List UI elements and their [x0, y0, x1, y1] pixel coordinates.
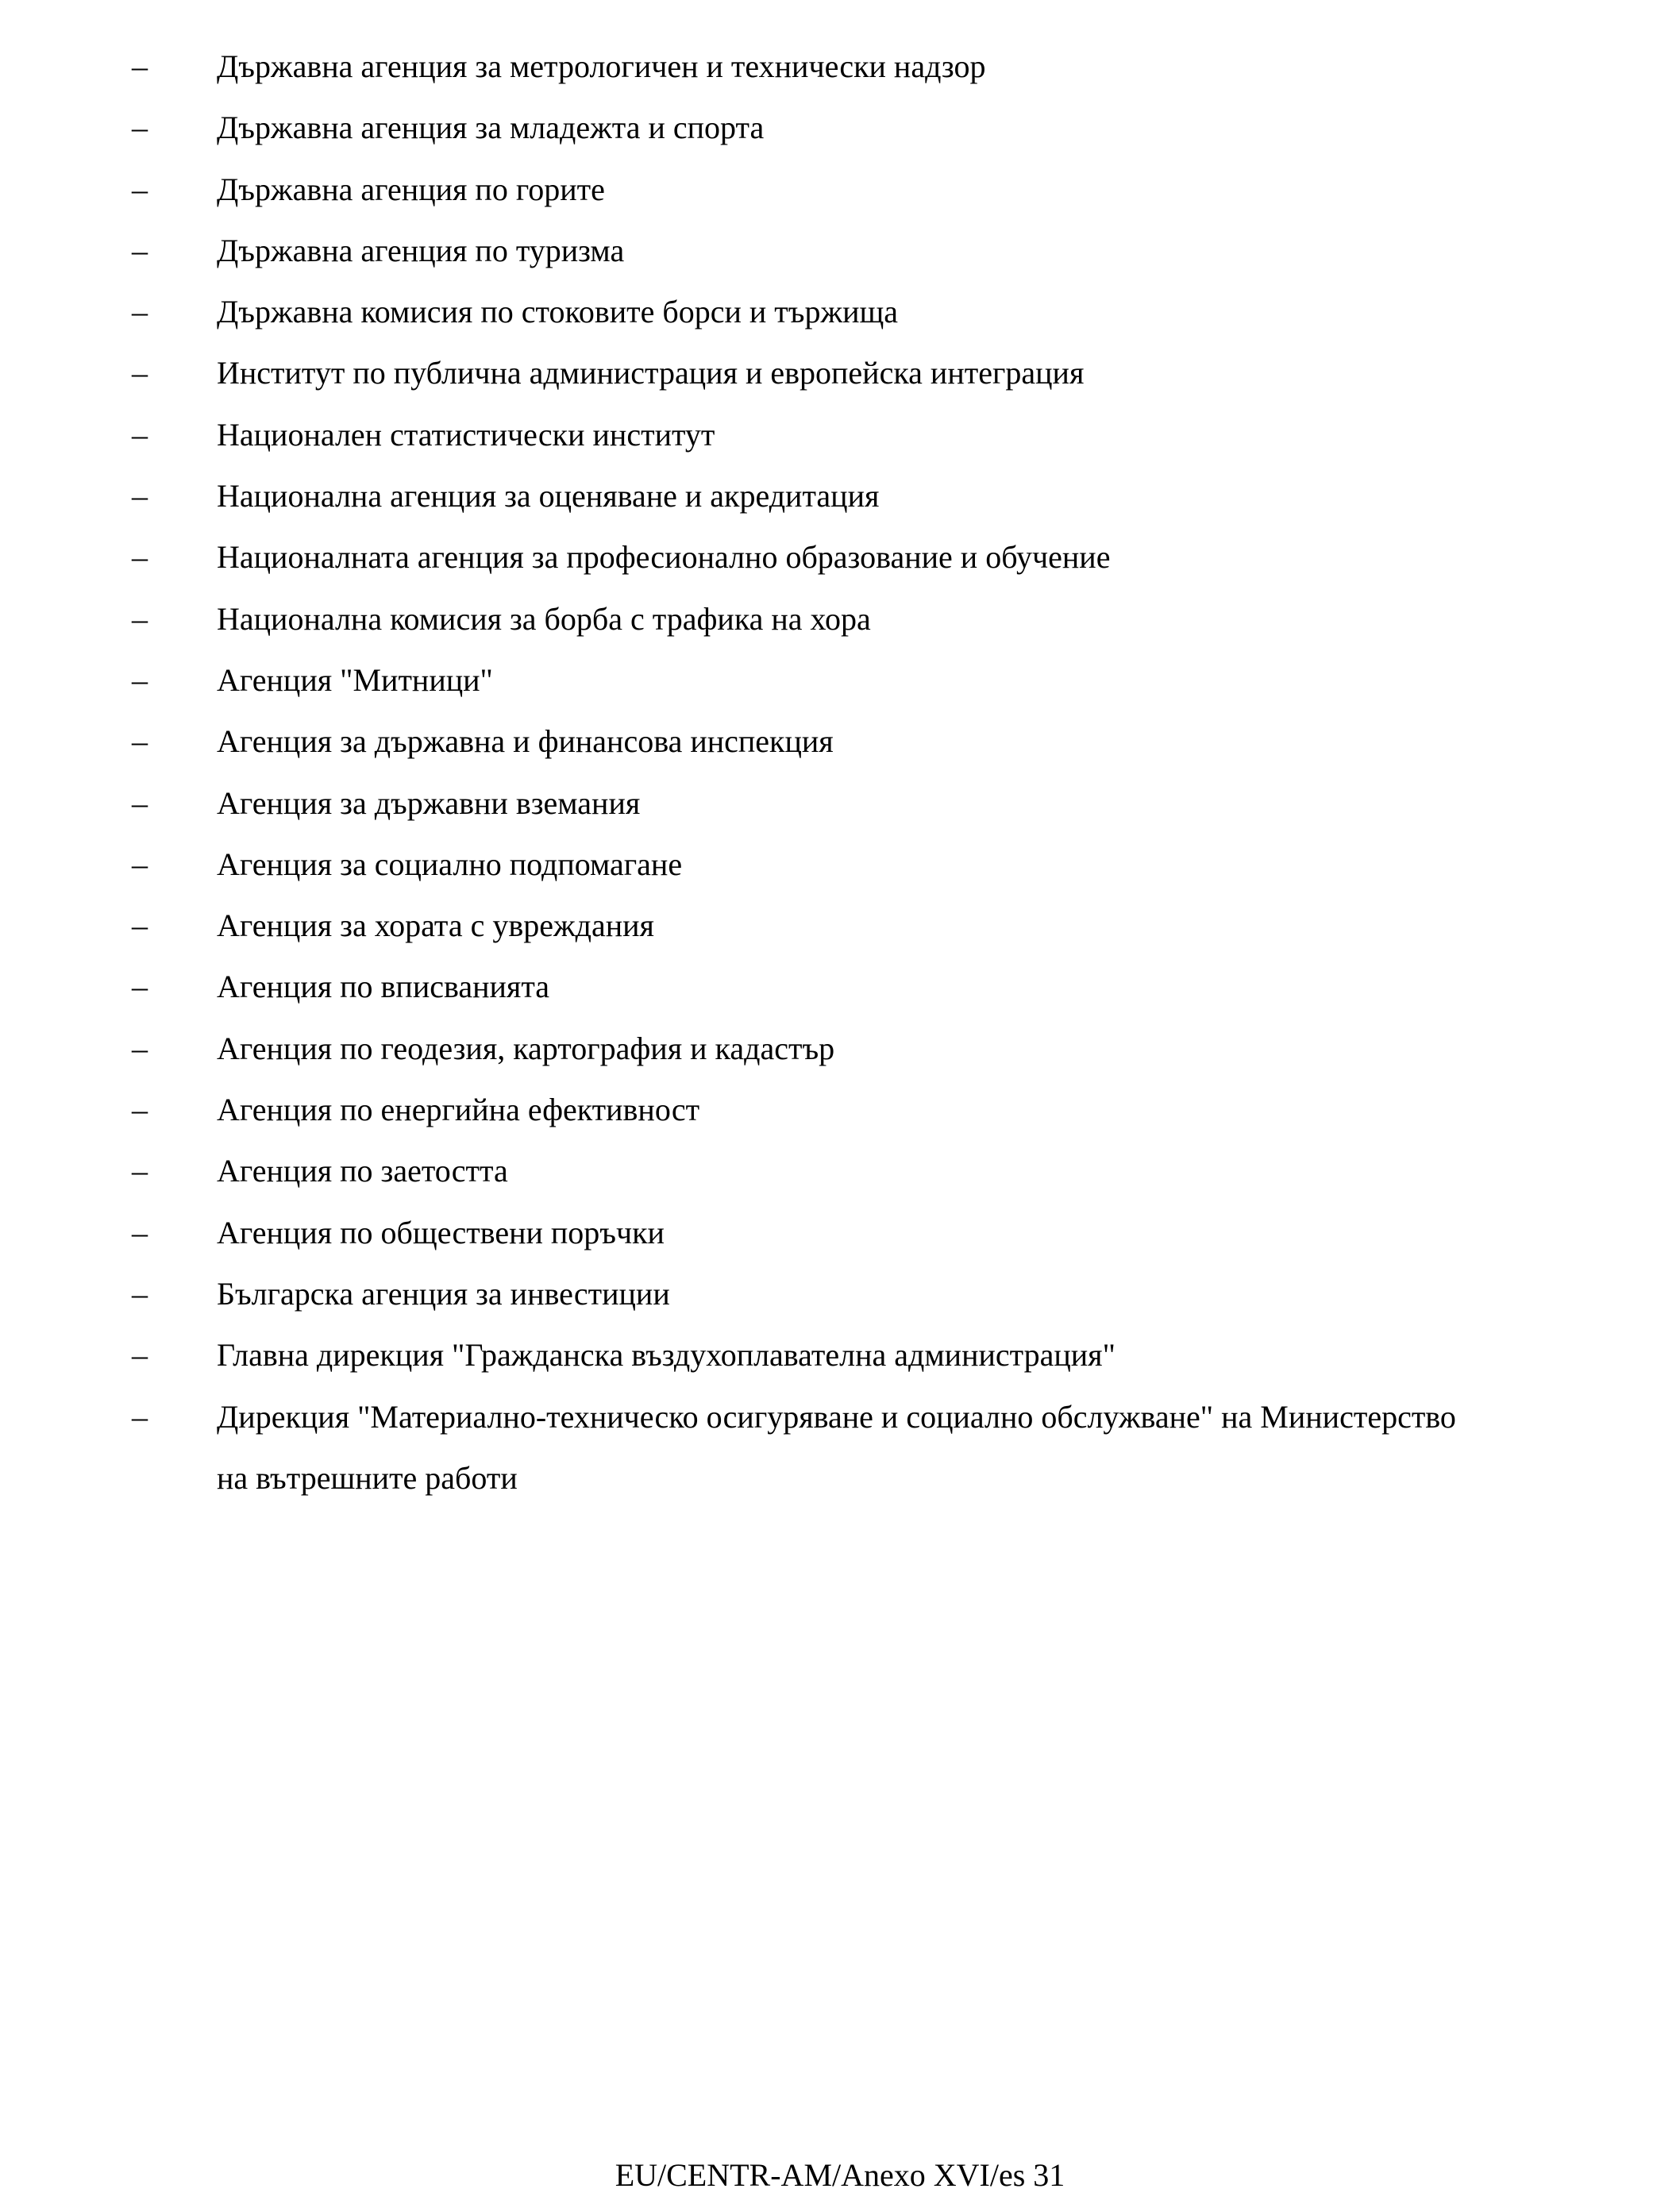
list-item-text: Агенция за държавни вземания	[217, 784, 641, 821]
page-footer: EU/CENTR-AM/Anexo XVI/es 31	[615, 2157, 1065, 2193]
dash-bullet: –	[132, 907, 148, 944]
list-item	[0, 895, 1680, 956]
list-item	[0, 1079, 1680, 1140]
list-item-text: Главна дирекция "Гражданска въздухоплавателна администрация"	[217, 1337, 1116, 1374]
list-item-text: Агенция по вписванията	[217, 969, 550, 1005]
dash-bullet: –	[132, 48, 148, 84]
dash-bullet: –	[132, 1337, 148, 1374]
list-item	[0, 159, 1680, 220]
list-item	[0, 1324, 1680, 1385]
list-item-text: Агенция за държавна и финансова инспекция	[217, 723, 834, 760]
list-item-text: Агенция по енергийна ефективност	[217, 1092, 700, 1128]
agency-list	[0, 36, 1680, 1509]
dash-bullet: –	[132, 171, 148, 207]
list-item	[0, 281, 1680, 342]
list-item	[0, 526, 1680, 588]
list-item	[0, 1018, 1680, 1079]
list-item	[0, 956, 1680, 1017]
dash-bullet: –	[132, 232, 148, 268]
list-item	[0, 834, 1680, 895]
dash-bullet: –	[132, 1275, 148, 1312]
list-item-text: Държавна комисия по стоковите борси и тържища	[217, 294, 899, 330]
list-item-text: Националната агенция за професионално образование и обучение	[217, 539, 1111, 576]
dash-bullet: –	[132, 969, 148, 1005]
list-item	[0, 711, 1680, 772]
list-item-text: Държавна агенция за младежта и спорта	[217, 110, 765, 146]
list-item-text: Агенция "Митници"	[217, 661, 493, 698]
list-item	[0, 97, 1680, 158]
list-item-text: Държавна агенция по горите	[217, 171, 605, 207]
dash-bullet: –	[132, 846, 148, 882]
dash-bullet: –	[132, 1214, 148, 1250]
dash-bullet: –	[132, 723, 148, 760]
list-item	[0, 342, 1680, 403]
list-item	[0, 36, 1680, 97]
dash-bullet: –	[132, 661, 148, 698]
dash-bullet: –	[132, 1398, 148, 1435]
dash-bullet: –	[132, 784, 148, 821]
list-item	[0, 1386, 1680, 1509]
list-item	[0, 1140, 1680, 1201]
list-item-text: Агенция по заетостта	[217, 1153, 508, 1189]
dash-bullet: –	[132, 1030, 148, 1066]
dash-bullet: –	[132, 539, 148, 576]
list-item-text: Дирекция "Материално-техническо осигуряване и социално обслужване" на Министерство на вътрешните работи	[217, 1398, 1456, 1496]
list-item-text: Агенция по геодезия, картография и кадастър	[217, 1030, 835, 1066]
list-item	[0, 773, 1680, 834]
list-item-text: Национална агенция за оценяване и акредитация	[217, 478, 880, 514]
list-item-text: Българска агенция за инвестиции	[217, 1275, 670, 1312]
dash-bullet: –	[132, 355, 148, 391]
list-item	[0, 220, 1680, 281]
list-item-text: Агенция по обществени поръчки	[217, 1214, 665, 1250]
dash-bullet: –	[132, 110, 148, 146]
list-item-text: Национален статистически институт	[217, 416, 715, 453]
list-item-text: Агенция за социално подпомагане	[217, 846, 683, 882]
list-item-text: Национална комисия за борба с трафика на хора	[217, 600, 871, 637]
list-item	[0, 588, 1680, 649]
list-item	[0, 1202, 1680, 1263]
list-item-text: Институт по публична администрация и европейска интеграция	[217, 355, 1085, 391]
list-item	[0, 465, 1680, 526]
dash-bullet: –	[132, 600, 148, 637]
list-item	[0, 404, 1680, 465]
list-item	[0, 649, 1680, 711]
dash-bullet: –	[132, 416, 148, 453]
dash-bullet: –	[132, 1092, 148, 1128]
list-item-text: Държавна агенция за метрологичен и технически надзор	[217, 48, 986, 84]
list-item	[0, 1263, 1680, 1324]
dash-bullet: –	[132, 294, 148, 330]
dash-bullet: –	[132, 1153, 148, 1189]
list-item-text: Агенция за хората с увреждания	[217, 907, 654, 944]
list-item-text: Държавна агенция по туризма	[217, 232, 625, 268]
dash-bullet: –	[132, 478, 148, 514]
